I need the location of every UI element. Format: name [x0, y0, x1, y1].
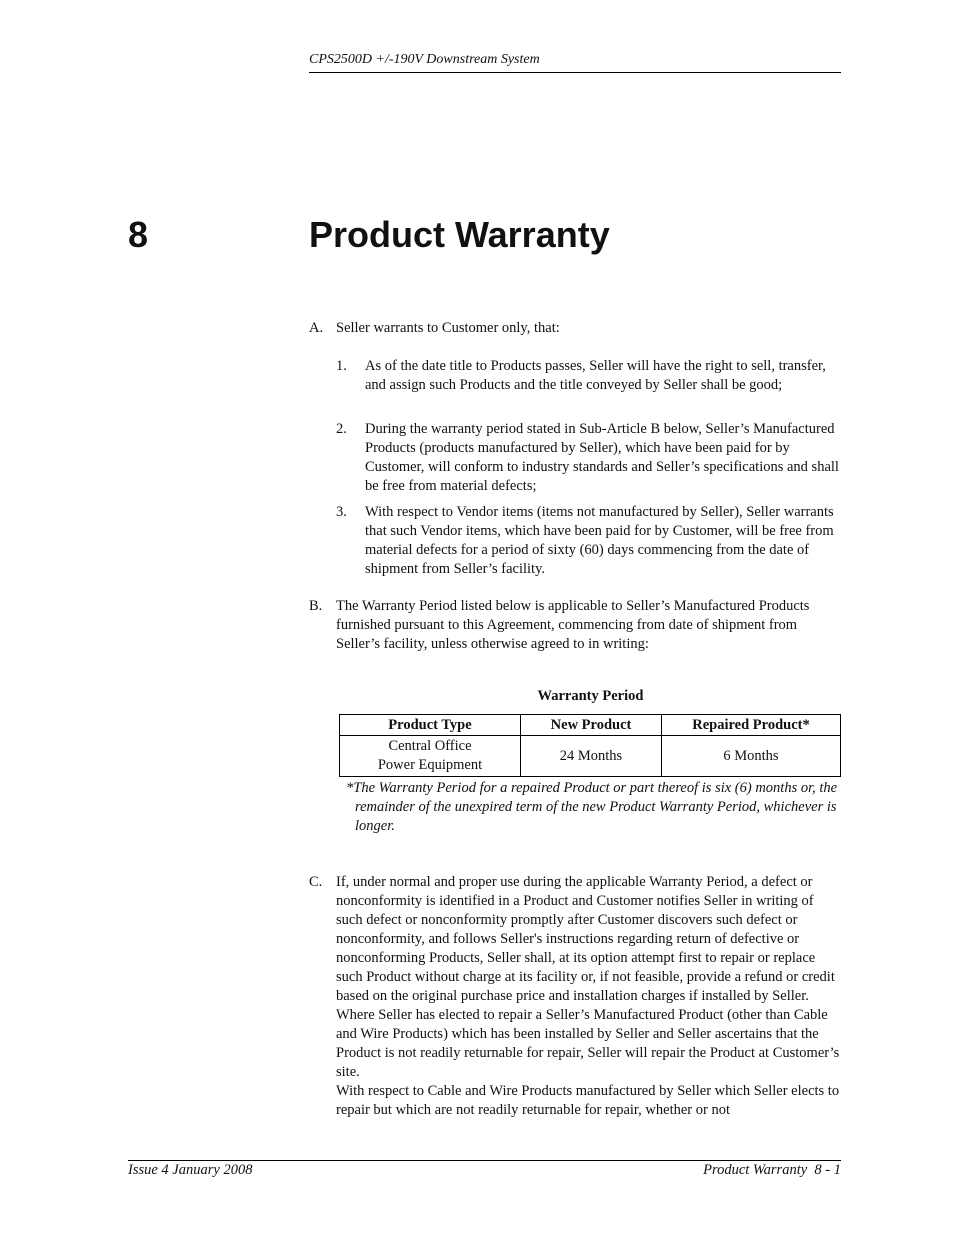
running-header: CPS2500D +/-190V Downstream System [309, 52, 540, 67]
section-c-continuation: With respect to Cable and Wire Products manufactured by Seller which Seller elects to repair but which are not readily returnable for repair, whether or not [336, 1083, 840, 1118]
header-divider [309, 72, 841, 73]
table-caption: Warranty Period [537, 688, 644, 704]
footer-issue: Issue 4 January 2008 [128, 1162, 253, 1178]
section-a-item-3-text: With respect to Vendor items (items not manufactured by Seller), Seller warrants that such Vendor items, which have been paid for by Customer, will be free from material defects for a period of sixty (60) days commencing from the date of shipment from Seller’s facility. [365, 504, 834, 577]
chapter-title: Product Warranty [309, 214, 610, 255]
section-c-body [336, 873, 841, 1120]
header-product-type: Product Type [340, 715, 521, 736]
cell-new-product: 24 Months [521, 736, 662, 777]
section-a-item-2-marker: 2. [336, 421, 347, 437]
header-new-product: New Product [521, 715, 662, 736]
section-c-marker: C. [309, 874, 323, 890]
section-c-text: If, under normal and proper use during the applicable Warranty Period, a defect or nonconformity is identified in a Product and Customer notifies Seller in writing of such defect or nonconformity promptly after Customer discovers such defect or nonconformity, and follows Seller's instructions regarding return of defective or nonconforming Products, Seller shall, at its option attempt first to repair or replace such Product without charge at its facility or, if not feasible, provide a refund or credit based on the original purchase price and installation charges if installed by Seller. Where Seller has elected to repair a Seller’s Manufactured Product (other than Cable and Wire Products) which has been installed by Seller and Seller ascertains that the Product is not readily returnable for repair, Seller will repair the Product at Customer’s site. [336, 874, 840, 1080]
section-a-item-1-text: As of the date title to Products passes, Seller will have the right to sell, transfer, and assign such Products and the title conveyed by Seller shall be good; [365, 358, 826, 393]
warranty-table [339, 714, 841, 777]
table-header-row [340, 715, 841, 736]
section-a-item-2-text: During the warranty period stated in Sub-Article B below, Seller’s Manufactured Products (products manufactured by Seller), which have been paid for by Customer, will conform to industry standards and Seller’s specifications and shall be free from material defects; [365, 421, 839, 494]
section-a-text: Seller warrants to Customer only, that: [336, 320, 560, 336]
section-a-item-1-marker: 1. [336, 358, 347, 374]
cell-product-type-line2: Power Equipment [377, 757, 483, 773]
table-footnote: *The Warranty Period for a repaired Product or part thereof is six (6) months or, the remainder of the unexpired term of the new Product Warranty Period, whichever is longer. [346, 780, 838, 834]
chapter-number: 8 [128, 214, 149, 255]
cell-product-type [340, 736, 521, 777]
cell-repaired-product: 6 Months [662, 736, 841, 777]
header-repaired-product: Repaired Product* [662, 715, 841, 736]
section-a-item-3-marker: 3. [336, 504, 347, 520]
section-a-marker: A. [309, 320, 324, 336]
cell-product-type-line1: Central Office [388, 738, 472, 754]
footer-divider [128, 1160, 841, 1161]
section-b-marker: B. [309, 598, 323, 614]
footer-page-label: Product Warranty 8 - 1 [703, 1162, 841, 1178]
table-row [340, 736, 841, 777]
section-b-text: The Warranty Period listed below is applicable to Seller’s Manufactured Products furnished pursuant to this Agreement, commencing from date of shipment from Seller’s facility, unless otherwise agreed to in writing: [336, 598, 810, 652]
